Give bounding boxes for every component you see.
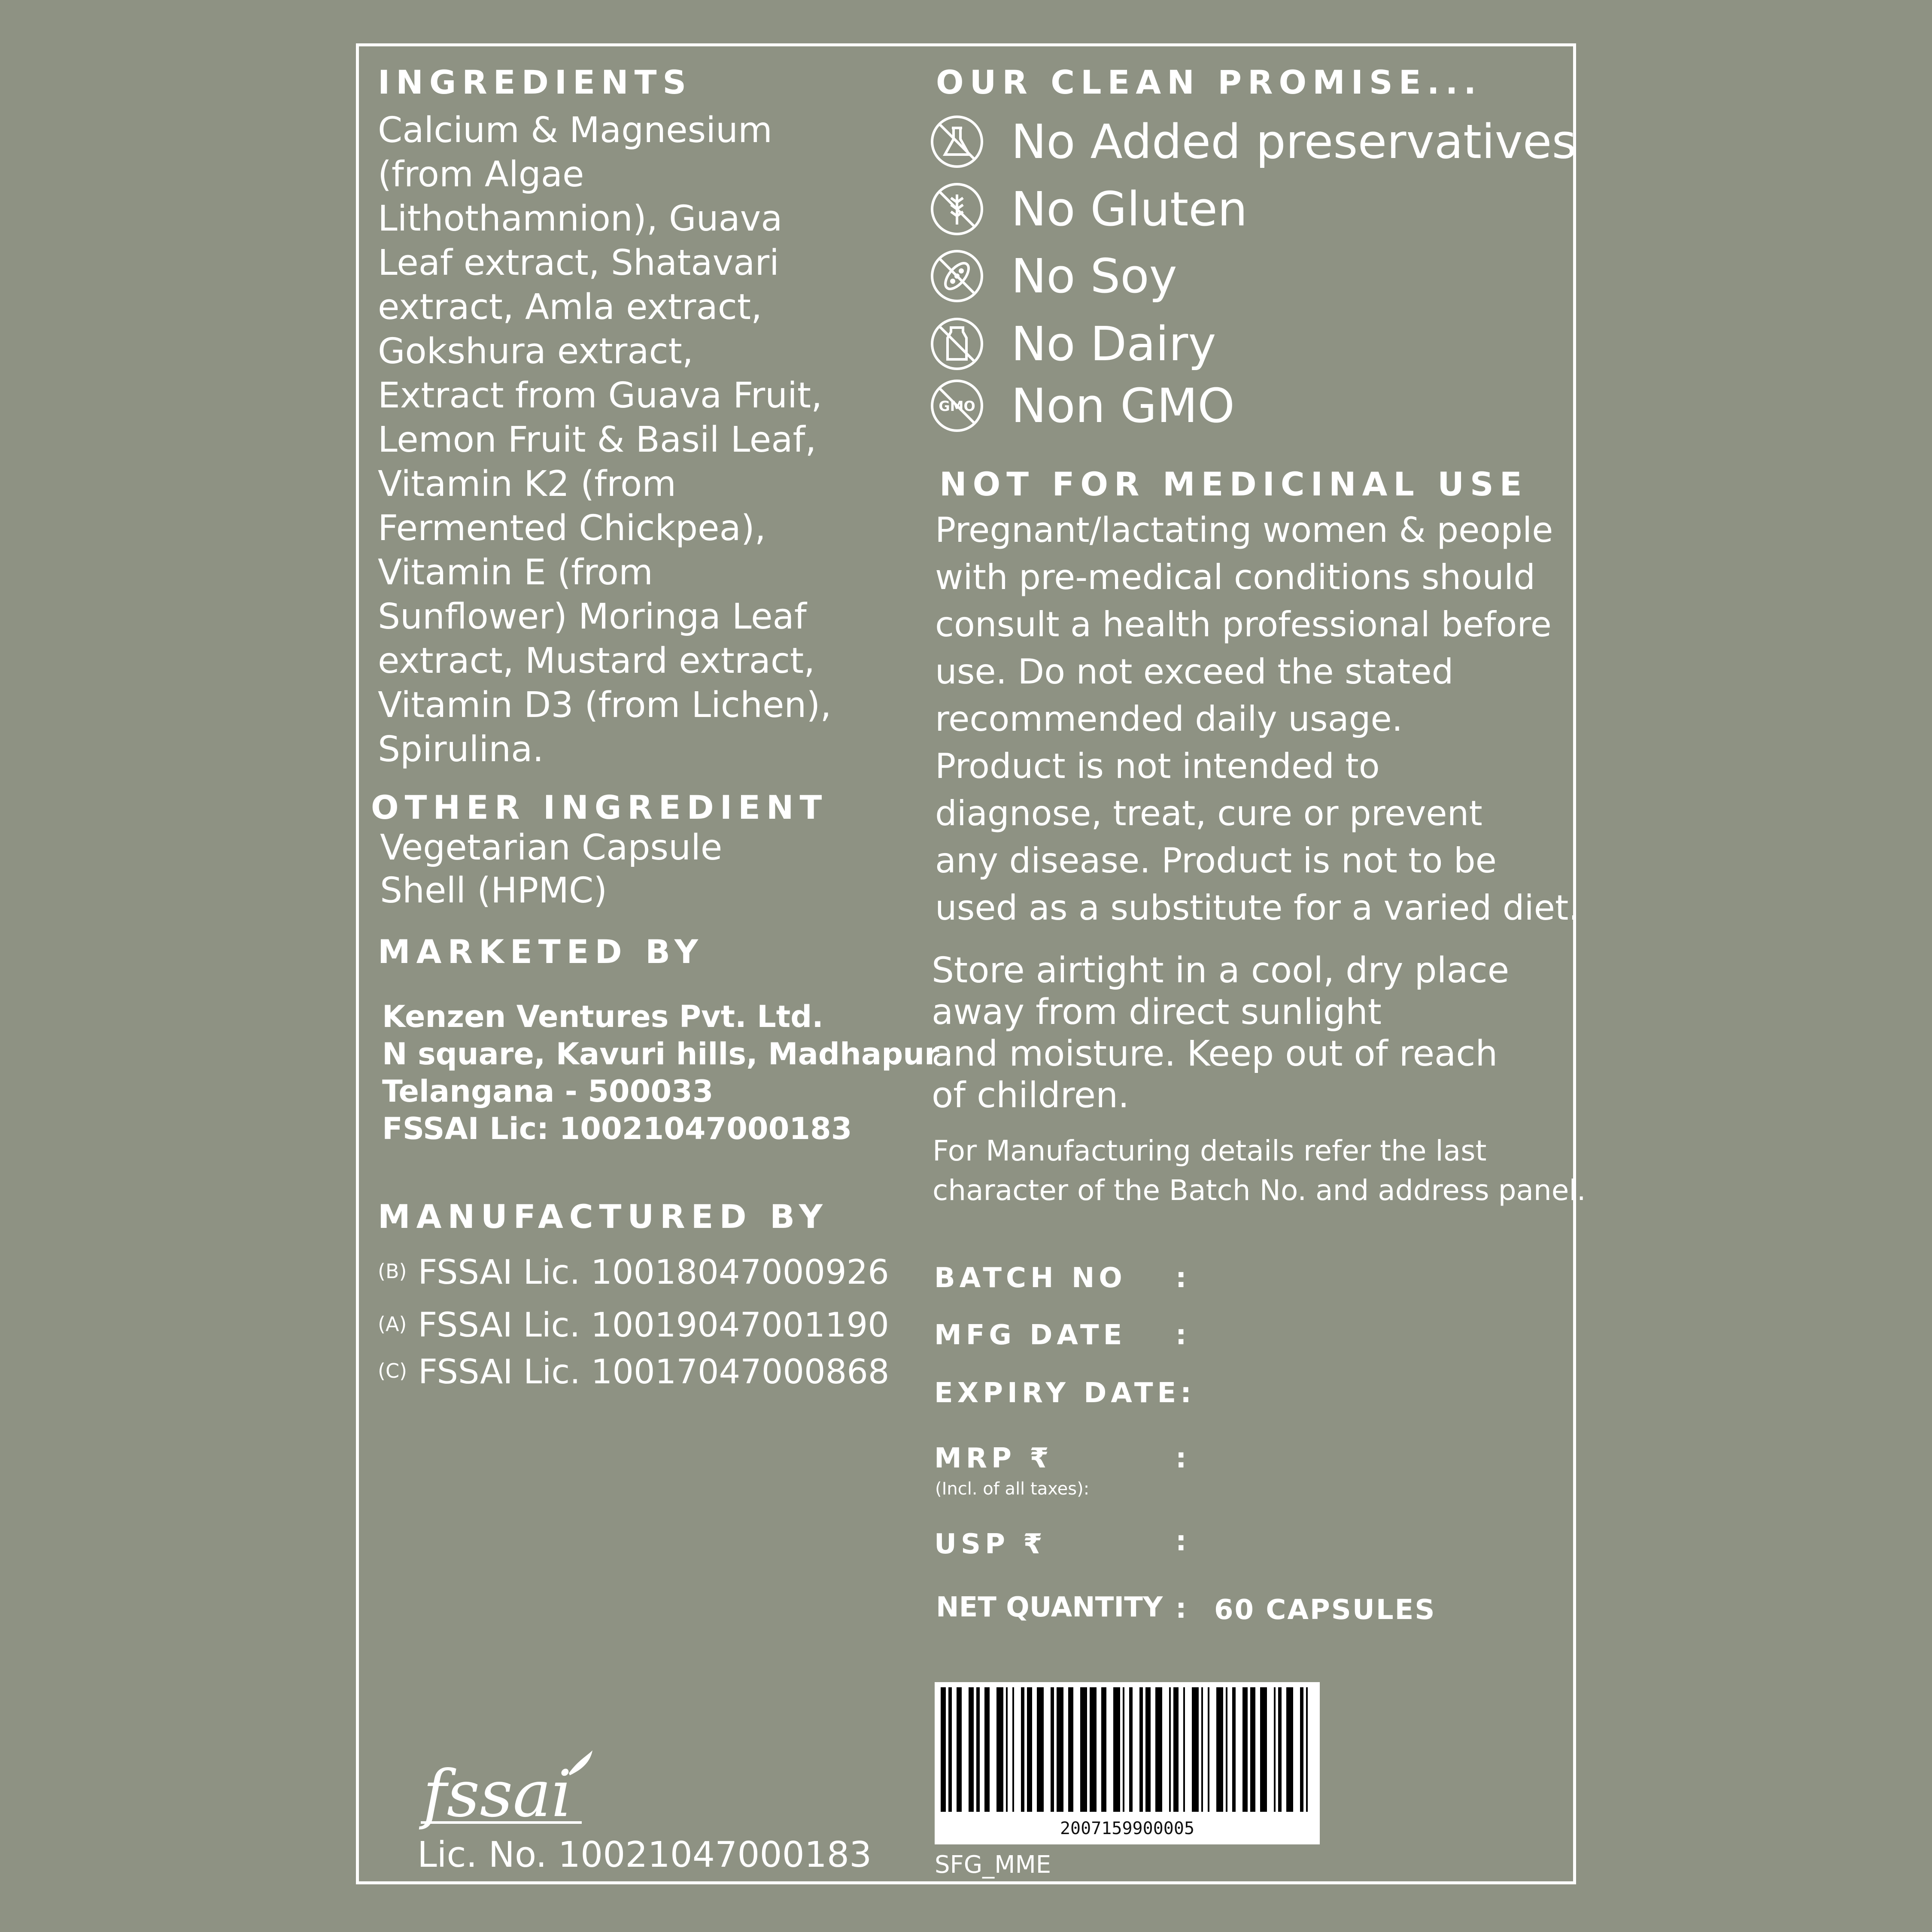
not-medicinal-heading: NOT FOR MEDICINAL USE xyxy=(939,465,1528,503)
barcode-bar xyxy=(1113,1687,1120,1812)
promise-item-no-soy xyxy=(930,248,1177,304)
barcode-bar xyxy=(1201,1687,1203,1812)
barcode-number: 2007159900005 xyxy=(1060,1819,1195,1838)
no-preservatives-icon xyxy=(930,114,984,169)
barcode-bar xyxy=(1169,1687,1171,1812)
barcode-bar xyxy=(984,1687,990,1812)
not-medicinal-text: Pregnant/lactating women & people with pre-medical conditions should consult a health professional before use. Do not exceed the stated recommended daily usage. Product is not intended to diagnose, treat, cure or prevent any disease. Product is not to be used as a substitute for a varied diet. xyxy=(935,510,1580,928)
storage-text: Store airtight in a cool, dry place away from direct sunlight and moisture. Keep out of reach of children. xyxy=(932,950,1510,1116)
mfg-date-label: MFG DATE xyxy=(934,1319,1127,1351)
manufacturer-code: (C) xyxy=(378,1359,407,1382)
manufacturer-license: FSSAI Lic. 10017047000868 xyxy=(418,1353,890,1391)
barcode-bar xyxy=(1139,1687,1143,1812)
usp-label: USP ₹ xyxy=(934,1528,1047,1560)
fssai-logo-icon xyxy=(419,1741,599,1840)
barcode-bar xyxy=(1208,1687,1209,1812)
mrp-label: MRP ₹ xyxy=(934,1443,1053,1474)
barcode-bar xyxy=(1300,1687,1303,1812)
no-gluten-icon xyxy=(930,182,984,237)
promise-label: No Soy xyxy=(1011,249,1177,304)
barcode-bar xyxy=(1027,1687,1032,1812)
net-quantity-value: 60 CAPSULES xyxy=(1214,1594,1436,1626)
barcode-bar xyxy=(969,1687,974,1812)
barcode-bar xyxy=(1021,1687,1024,1812)
barcode-bar xyxy=(1080,1687,1087,1812)
barcode-bar xyxy=(1274,1687,1276,1812)
barcode-bar xyxy=(1012,1687,1014,1812)
barcode-bar xyxy=(957,1687,962,1812)
net-quantity-label: NET QUANTITY xyxy=(936,1592,1163,1623)
promise-item-no-dairy xyxy=(930,316,1216,372)
promise-label: No Gluten xyxy=(1011,182,1248,237)
mfg-date-colon: : xyxy=(1176,1319,1187,1351)
barcode-bar xyxy=(1226,1687,1227,1812)
manufacturer-code: (A) xyxy=(378,1312,407,1336)
other-ingredient-text: Vegetarian Capsule Shell (HPMC) xyxy=(380,827,723,911)
ingredients-heading: INGREDIENTS xyxy=(378,63,693,101)
clean-promise-heading: OUR CLEAN PROMISE... xyxy=(936,63,1482,101)
barcode-bar xyxy=(1051,1687,1054,1812)
barcode-bar xyxy=(1183,1687,1185,1812)
fssai-logo xyxy=(419,1741,599,1840)
net-quantity-colon: : xyxy=(1176,1593,1187,1625)
no-soy-icon xyxy=(930,249,984,304)
barcode-bar xyxy=(1306,1687,1308,1812)
barcode-bar xyxy=(1123,1687,1124,1812)
barcode-bar xyxy=(1278,1687,1282,1812)
barcode-bar xyxy=(1173,1687,1179,1812)
promise-label: Non GMO xyxy=(1011,378,1235,433)
ingredients-text: Calcium & Magnesium (from Algae Lithothamnion), Guava Leaf extract, Shatavari extract, Amla extract, Gokshura extract, Extract from Guava Fruit, Lemon Fruit & Basil Leaf, Vitamin K2 (from Fermented Chickpea), Vitamin E (from Sunflower) Moringa Leaf extract, Mustard extract, Vitamin D3 (from Lichen), Spirulina. xyxy=(378,110,832,770)
promise-item-no-preservatives xyxy=(930,114,1577,170)
no-dairy-icon xyxy=(930,316,984,371)
promise-item-no-gluten xyxy=(930,181,1248,237)
barcode-bar xyxy=(1101,1687,1106,1812)
manufacturer-code: (B) xyxy=(378,1259,407,1283)
barcode xyxy=(935,1682,1320,1844)
barcode-bars xyxy=(935,1682,1320,1815)
fssai-license: Lic. No. 10021047000183 xyxy=(417,1835,872,1875)
non-gmo-icon xyxy=(930,378,984,433)
usp-colon: : xyxy=(1176,1525,1187,1557)
barcode-bar xyxy=(941,1687,946,1812)
gmo-badge-text: GMO xyxy=(939,398,975,414)
barcode-bar xyxy=(1260,1687,1267,1812)
manufacturing-note: For Manufacturing details refer the last character of the Batch No. and address panel. xyxy=(933,1134,1586,1207)
barcode-bar xyxy=(1006,1687,1008,1812)
manufacturer-license: FSSAI Lic. 10019047001190 xyxy=(418,1306,889,1345)
barcode-bar xyxy=(948,1687,952,1812)
barcode-bar xyxy=(1155,1687,1162,1812)
barcode-bar xyxy=(1242,1687,1248,1812)
manufacturer-license: FSSAI Lic. 10018047000926 xyxy=(418,1253,889,1292)
marketed-by-heading: MARKETED BY xyxy=(378,933,704,971)
barcode-bar xyxy=(976,1687,980,1812)
barcode-bar xyxy=(1057,1687,1063,1812)
mrp-tax-note: (Incl. of all taxes): xyxy=(935,1479,1090,1499)
barcode-bar xyxy=(996,1687,1003,1812)
manufacturer-a xyxy=(378,1306,889,1345)
manufacturer-b xyxy=(378,1253,889,1292)
barcode-bar xyxy=(1232,1687,1236,1812)
marketed-by-address: Kenzen Ventures Pvt. Ltd. N square, Kavuri hills, Madhapur Telangana - 500033 FSSAI Lic: 10021047000183 xyxy=(382,999,939,1146)
barcode-bar xyxy=(1129,1687,1133,1812)
barcode-bar xyxy=(1068,1687,1073,1812)
barcode-bar xyxy=(1216,1687,1223,1812)
promise-item-non-gmo xyxy=(930,378,1235,434)
batch-no-colon: : xyxy=(1176,1262,1187,1294)
barcode-bar xyxy=(1145,1687,1151,1812)
other-ingredient-heading: OTHER INGREDIENT xyxy=(371,788,828,826)
promise-label: No Added preservatives xyxy=(1011,114,1577,169)
barcode-bar xyxy=(1286,1687,1293,1812)
batch-no-label: BATCH NO xyxy=(934,1262,1127,1294)
barcode-bar xyxy=(1250,1687,1255,1812)
barcode-bar xyxy=(1090,1687,1097,1812)
manufacturer-c xyxy=(378,1355,890,1389)
barcode-bar xyxy=(1192,1687,1199,1812)
barcode-bar xyxy=(1037,1687,1044,1812)
mrp-colon: : xyxy=(1176,1443,1187,1474)
barcode-code-label: SFG_MME xyxy=(935,1851,1051,1879)
expiry-date-label: EXPIRY DATE: xyxy=(934,1377,1196,1409)
fssai-logo-text: fssai xyxy=(423,1757,572,1832)
manufactured-by-heading: MANUFACTURED BY xyxy=(378,1197,829,1236)
promise-label: No Dairy xyxy=(1011,316,1216,371)
